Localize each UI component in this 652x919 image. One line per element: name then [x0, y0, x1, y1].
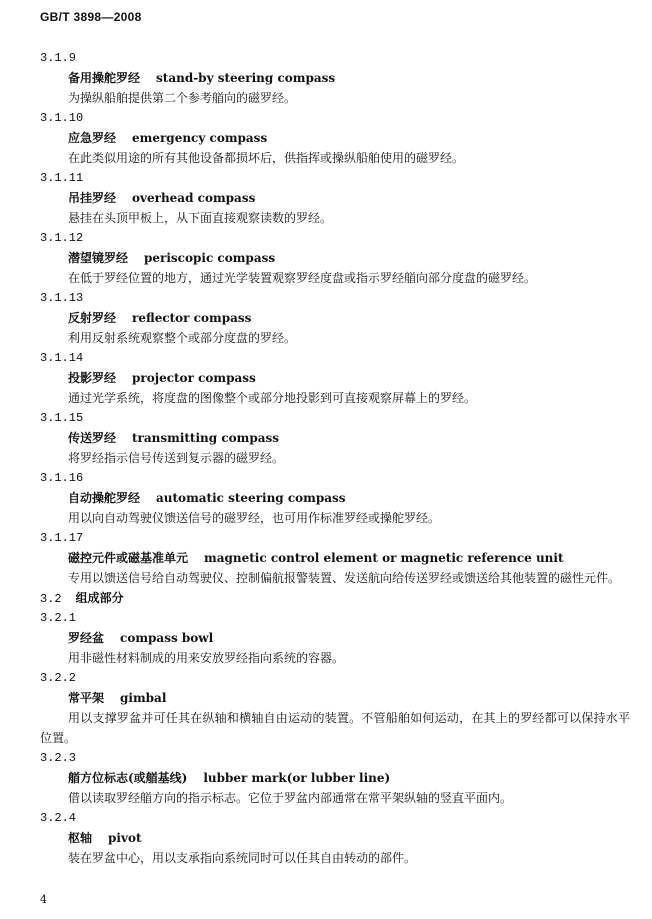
clause-number: 3.1.10 — [40, 111, 84, 125]
term-zh: 罗经盆 — [68, 631, 105, 645]
term-heading — [68, 548, 630, 568]
term-zh: 潜望镜罗经 — [68, 251, 129, 265]
clause-number: 3.1.14 — [40, 351, 84, 365]
term-en: gimbal — [120, 691, 167, 705]
term-definition: 利用反射系统观察整个或部分度盘的罗经。 — [68, 331, 297, 345]
term-definition: 将罗经指示信号传送到复示器的磁罗经。 — [68, 451, 285, 465]
document-body — [40, 48, 630, 868]
clause-number: 3.2.2 — [40, 671, 77, 685]
term-zh: 磁控元件或磁基准单元 — [68, 551, 189, 565]
term-definition: 用非磁性材料制成的用来安放罗经指向系统的容器。 — [68, 651, 345, 665]
term-en: transmitting compass — [132, 431, 280, 445]
document-header: GB/T 3898—2008 — [40, 10, 142, 24]
term-definition: 为操纵船舶提供第二个参考艏向的磁罗经。 — [68, 91, 297, 105]
term-definition: 借以读取罗经艏方向的指示标志。它位于罗盆内部通常在常平架纵轴的竖直平面内。 — [68, 791, 513, 805]
term-definition: 专用以馈送信号给自动驾驶仪、控制偏航报警装置、发送航向给传送罗经或馈送给其他装置的磁性元件。 — [68, 571, 621, 585]
term-definition: 悬挂在头顶甲板上，从下面直接观察读数的罗经。 — [68, 211, 333, 225]
clause-number: 3.2.4 — [40, 811, 77, 825]
term-definition: 通过光学系统，将度盘的图像整个或部分地投影到可直接观察屏幕上的罗经。 — [68, 391, 477, 405]
term-definition: 用以支撑罗盆并可任其在纵轴和横轴自由运动的装置。不管船舶如何运动，在其上的罗经都可以保持水平位置。 — [40, 711, 630, 745]
term-heading — [68, 308, 630, 328]
term-zh: 常平架 — [68, 691, 105, 705]
section-number: 3.2 — [40, 592, 62, 606]
term-heading — [68, 128, 630, 148]
term-en: stand-by steering compass — [156, 71, 336, 85]
term-en: emergency compass — [132, 131, 268, 145]
term-zh: 枢轴 — [68, 831, 93, 845]
term-definition: 在低于罗经位置的地方，通过光学装置观察罗经度盘或指示罗经艏向部分度盘的磁罗经。 — [68, 271, 537, 285]
clause-number: 3.1.11 — [40, 171, 84, 185]
section-title: 组成部分 — [75, 591, 124, 605]
clause-number: 3.1.9 — [40, 51, 77, 65]
term-heading — [68, 248, 630, 268]
clause-number: 3.1.16 — [40, 471, 84, 485]
term-zh: 传送罗经 — [68, 431, 117, 445]
term-definition: 用以向自动驾驶仪馈送信号的磁罗经，也可用作标准罗经或操舵罗经。 — [68, 511, 441, 525]
clause-number: 3.1.12 — [40, 231, 84, 245]
term-en: lubber mark(or lubber line) — [203, 771, 391, 785]
term-zh: 投影罗经 — [68, 371, 117, 385]
clause-number: 3.1.13 — [40, 291, 84, 305]
term-heading — [68, 368, 630, 388]
term-en: reflector compass — [132, 311, 252, 325]
term-en: projector compass — [132, 371, 256, 385]
term-heading — [68, 428, 630, 448]
term-heading — [68, 68, 630, 88]
term-heading — [68, 828, 630, 848]
term-en: automatic steering compass — [156, 491, 346, 505]
term-zh: 吊挂罗经 — [68, 191, 117, 205]
term-en: overhead compass — [132, 191, 256, 205]
clause-number: 3.2.3 — [40, 751, 77, 765]
term-en: pivot — [108, 831, 142, 845]
term-definition: 在此类似用途的所有其他设备都损坏后，供指挥或操纵船舶使用的磁罗经。 — [68, 151, 465, 165]
term-zh: 自动操舵罗经 — [68, 491, 141, 505]
term-en: magnetic control element or magnetic reference unit — [204, 551, 564, 565]
term-heading — [68, 628, 630, 648]
term-zh: 备用操舵罗经 — [68, 71, 141, 85]
term-heading — [68, 188, 630, 208]
term-en: periscopic compass — [144, 251, 276, 265]
term-heading — [68, 488, 630, 508]
term-heading — [68, 688, 630, 708]
term-heading — [68, 768, 630, 788]
term-en: compass bowl — [120, 631, 214, 645]
clause-number: 3.2.1 — [40, 611, 77, 625]
term-zh: 艏方位标志(或艏基线) — [68, 771, 188, 785]
clause-number: 3.1.15 — [40, 411, 84, 425]
term-zh: 应急罗经 — [68, 131, 117, 145]
term-zh: 反射罗经 — [68, 311, 117, 325]
term-definition: 装在罗盆中心，用以支承指向系统同时可以任其自由转动的部件。 — [68, 851, 417, 865]
section-heading — [40, 588, 630, 608]
page-number: 4 — [40, 893, 47, 906]
clause-number: 3.1.17 — [40, 531, 84, 545]
